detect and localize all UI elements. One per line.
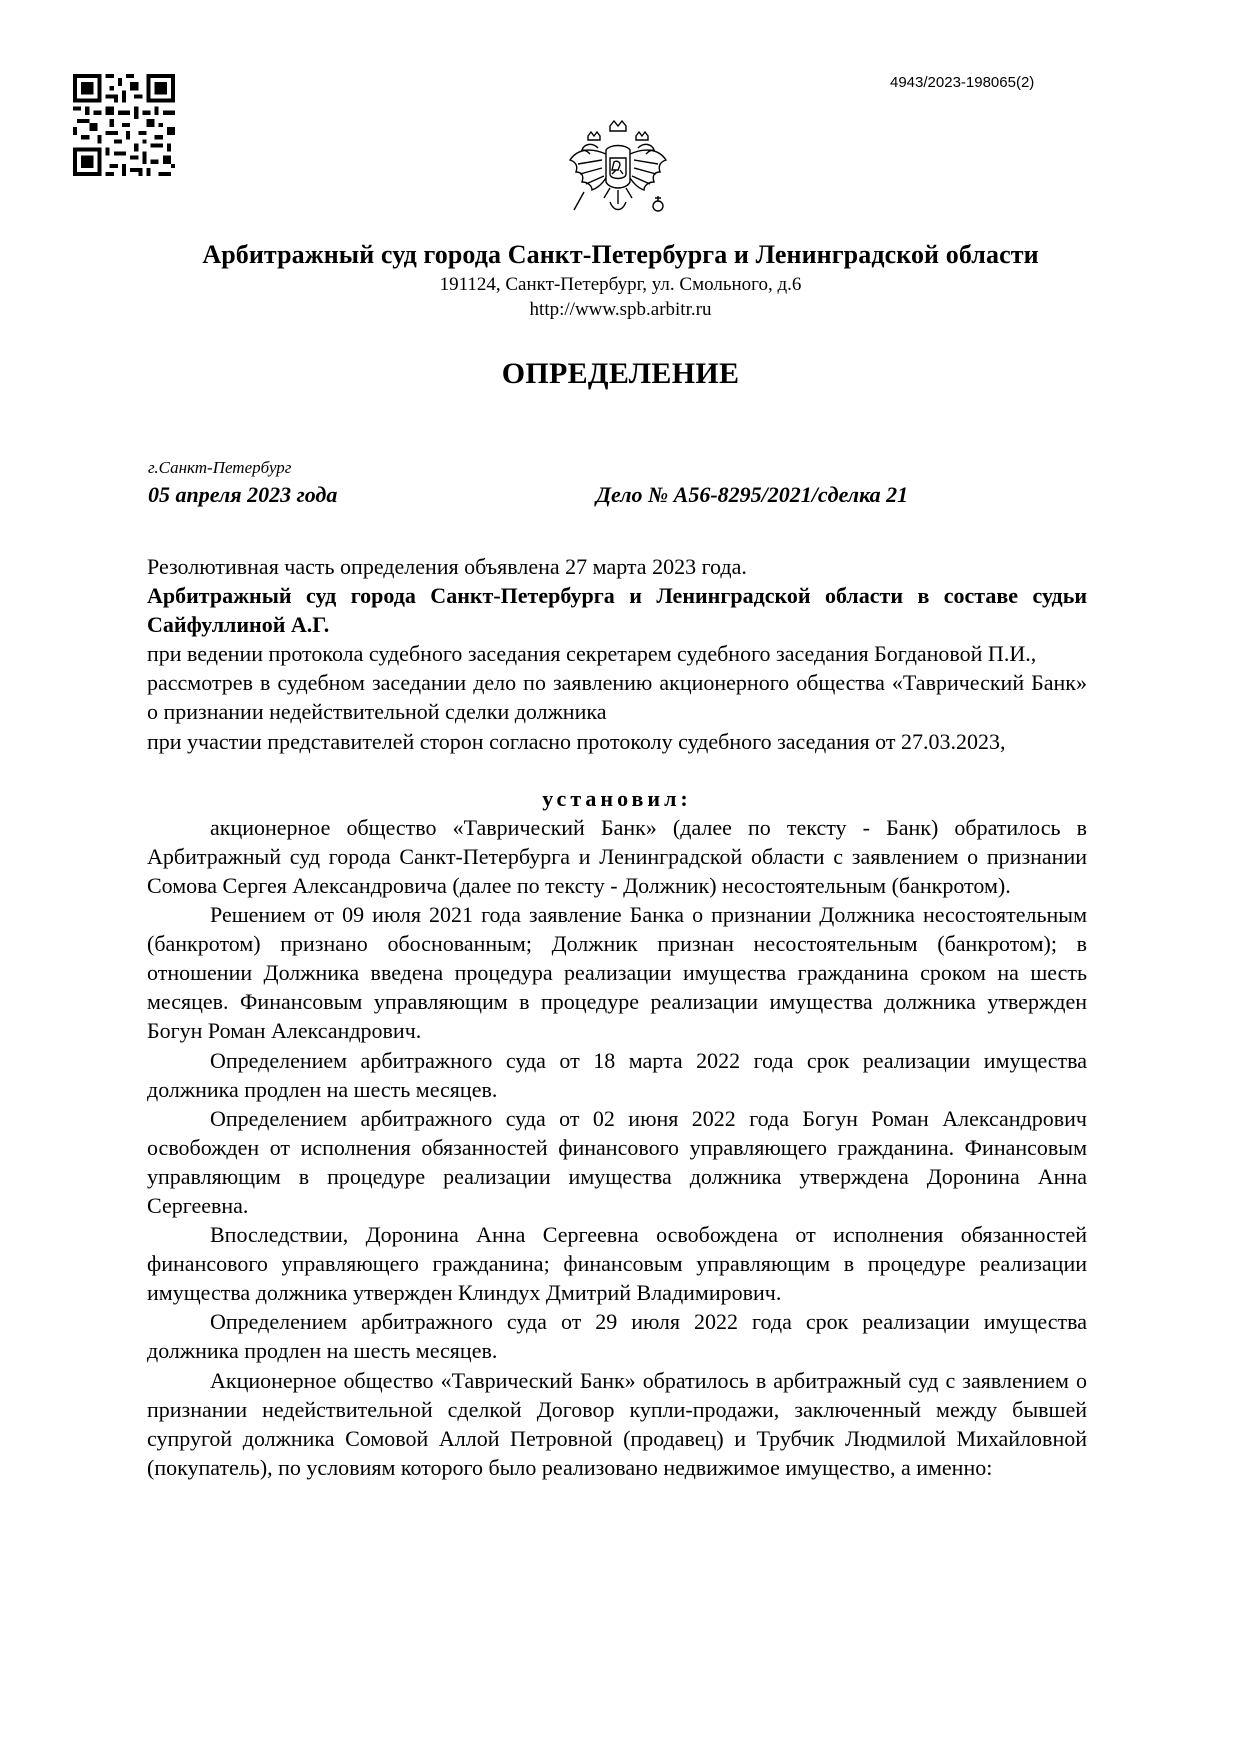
paragraph: Впоследствии, Доронина Анна Сергеевна освобождена от исполнения обязанностей финансового управляющего гражданина; финансовым управляющим в процедуре реализации имущества должника утвержден Клиндух Дмитрий Владимирович. [147, 1222, 1087, 1306]
resolution-line: Резолютивная часть определения объявлена 27 марта 2023 года. [147, 554, 747, 579]
paragraph: Решением от 09 июля 2021 года заявление Банка о признании Должника несостоятельным (банкротом) признано обоснованным; Должник признан несостоятельным (банкротом); в отношении Должника введена процедура реализации имущества гражданина сроком на шесть месяцев. Финансовым управляющим в процедуре реализации имущества должника утвержден Богун Роман Александрович. [147, 902, 1087, 1044]
court-address: 191124, Санкт-Петербург, ул. Смольного, д.6 [439, 274, 802, 295]
participation-line: при участии представителей сторон согласно протоколу судебного заседания от 27.03.2023, [147, 728, 1006, 754]
case-number: Дело № А56-8295/2021/сделка 21 [596, 482, 909, 507]
russian-coat-of-arms-icon [566, 118, 670, 223]
court-website: http://www.spb.arbitr.ru [529, 299, 712, 320]
city: г.Санкт-Петербург [148, 458, 292, 477]
document-date: 05 апреля 2023 года [148, 482, 338, 507]
paragraph: Акционерное общество «Таврический Банк» обратилось в арбитражный суд с заявлением о признании недействительной сделкой Договор купли-продажи, заключенный между бывшей супругой должника Сомовой Аллой Петровной (продавец) и Трубчик Людмилой Михайловной (покупатель), по условиям которого было реализовано недвижимое имущество, а именно: [147, 1367, 1087, 1480]
document-title: ОПРЕДЕЛЕНИЕ [501, 357, 740, 390]
paragraph: Определением арбитражного суда от 29 июля 2022 года срок реализации имущества должника продлен на шесть месяцев. [147, 1309, 1087, 1364]
paragraph: Определением арбитражного суда от 18 марта 2022 года срок реализации имущества должника продлен на шесть месяцев. [147, 1047, 1087, 1102]
document-body [147, 552, 1087, 1482]
document-number: 4943/2023-198065(2) [890, 74, 1035, 91]
paragraph: акционерное общество «Таврический Банк» (далее по тексту - Банк) обратилось в Арбитражный суд города Санкт-Петербурга и Ленинградской области с заявлением о признании Сомова Сергея Александровича (далее по тексту - Должник) несостоятельным (банкротом). [147, 814, 1087, 898]
qr-code-icon [73, 74, 175, 176]
paragraph: Определением арбитражного суда от 02 июня 2022 года Богун Роман Александрович освобожден от исполнения обязанностей финансового управляющего гражданина. Финансовым управляющим в процедуре реализации имущества должника утверждена Доронина Анна Сергеевна. [147, 1105, 1087, 1218]
considered-line: рассмотрев в судебном заседании дело по заявлению акционерного общества «Таврический Банк» о признании недействительной сделки должника [147, 670, 1087, 725]
court-name: Арбитражный суд города Санкт-Петербурга и Ленинградской области [202, 240, 1039, 269]
secretary-line: при ведении протокола судебного заседания секретарем судебного заседания Богдановой П.И., [147, 641, 1037, 667]
established-heading: установил: [542, 785, 692, 811]
court-composition: Арбитражный суд города Санкт-Петербурга и Ленинградской области в составе судьи Сайфуллиной А.Г. [147, 583, 1087, 638]
